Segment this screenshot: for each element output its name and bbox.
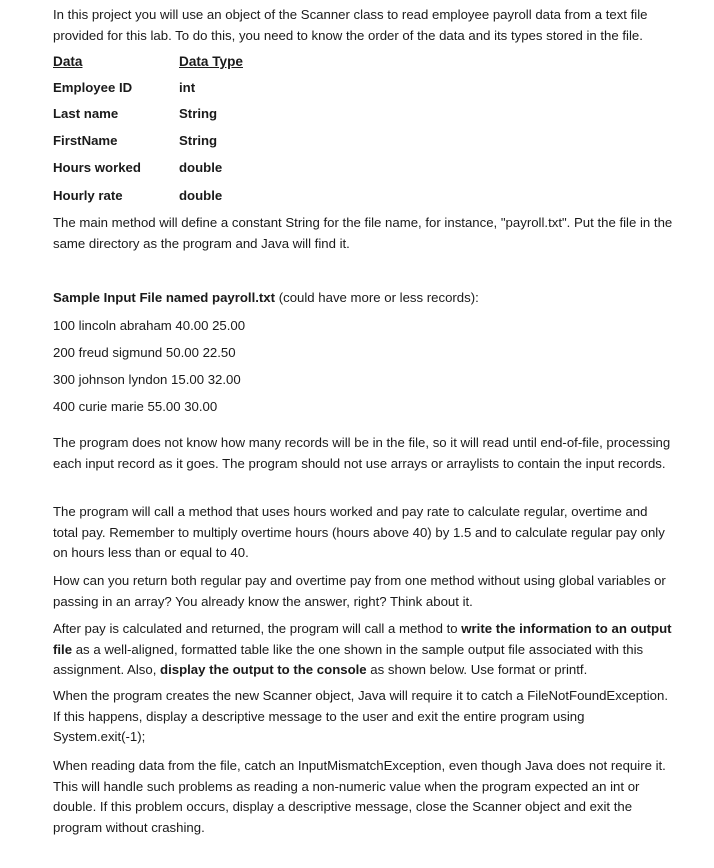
field-type: double — [179, 160, 223, 175]
sample-record: 100 lincoln abraham 40.00 25.00 — [53, 318, 246, 333]
mismatch-exception-paragraph: When reading data from the file, catch an InputMismatchException, even though Java does not require it. This will handle such problems as reading a non-numeric value when the program expected an int or double. If this problem occurs, display a descriptive message, close the Scanner object and exit the program without crashing. — [53, 758, 666, 835]
data-type-column-header: Data Type — [179, 54, 243, 69]
return-question-paragraph: How can you return both regular pay and overtime pay from one method without using global variables or passing in an array? You already know the answer, right? Think about it. — [53, 573, 666, 609]
write-output-paragraph — [53, 619, 673, 681]
field-name: Employee ID — [53, 80, 133, 95]
intro-paragraph: In this project you will use an object of the Scanner class to read employee payroll data from a text file provided for this lab. To do this, you need to know the order of the data and its types stored in the file. — [53, 7, 648, 43]
field-name: Last name — [53, 106, 119, 121]
main-method-paragraph: The main method will define a constant String for the file name, for instance, "payroll.txt". Put the file in the same directory as the program and Java will find it. — [53, 215, 673, 251]
eof-paragraph: The program does not know how many records will be in the file, so it will read until end-of-file, processing each input record as it goes. The program should not use arrays or arraylists to contain the input records. — [53, 435, 671, 471]
sample-file-title: Sample Input File named payroll.txt — [53, 290, 276, 305]
field-name: FirstName — [53, 133, 118, 148]
field-name: Hourly rate — [53, 188, 123, 203]
write-text-2: as a well-aligned, formatted table like the one shown in the sample output file associated with this assignment. Also, — [53, 641, 644, 677]
write-text-3: as shown below. Use format or printf. — [366, 662, 588, 677]
write-bold-1: write the information to an output file — [53, 621, 672, 657]
sample-file-note: (could have more or less records): — [278, 290, 479, 305]
sample-record: 200 freud sigmund 50.00 22.50 — [53, 345, 236, 360]
field-type: String — [179, 106, 218, 121]
write-text-1: After pay is calculated and returned, the program will call a method to — [53, 621, 462, 636]
sample-record: 400 curie marie 55.00 30.00 — [53, 399, 218, 414]
data-column-header: Data — [53, 54, 83, 69]
field-type: int — [179, 80, 196, 95]
field-type: String — [179, 133, 218, 148]
sample-record: 300 johnson lyndon 15.00 32.00 — [53, 372, 241, 387]
field-type: double — [179, 188, 223, 203]
field-name: Hours worked — [53, 160, 141, 175]
pay-method-paragraph: The program will call a method that uses hours worked and pay rate to calculate regular, overtime and total pay. Remember to multiply overtime hours (hours above 40) by 1.5 and to calculate regular pay only on hours less than or equal to 40. — [53, 504, 665, 560]
sample-file-heading — [53, 288, 479, 308]
scanner-exception-paragraph: When the program creates the new Scanner object, Java will require it to catch a FileNotFoundException. If this happens, display a descriptive message to the user and exit the entire program using System.exit(-1); — [53, 688, 668, 744]
write-bold-2: display the output to the console — [160, 662, 367, 677]
